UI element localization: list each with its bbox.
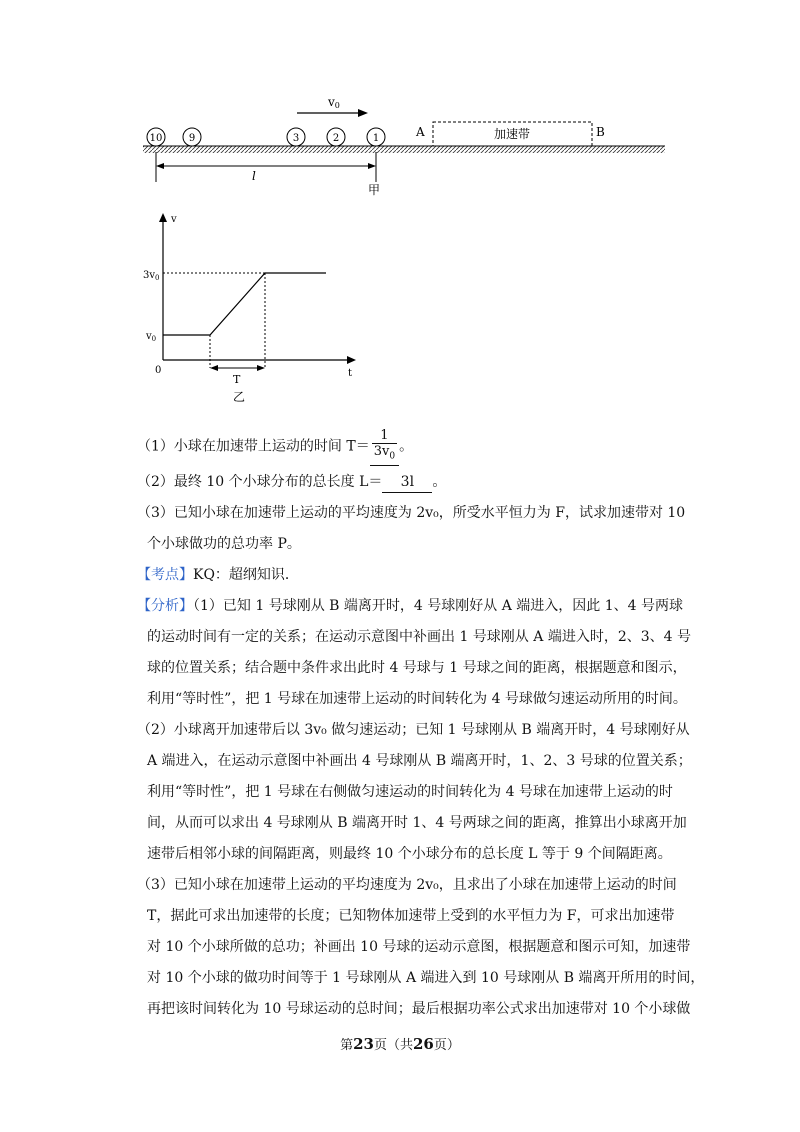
ball-2-label: 2 — [332, 133, 340, 144]
question-3-line-1: （3）已知小球在加速带上运动的平均速度为 2v₀，所受水平恒力为 F，试求加速带对 10 — [137, 505, 686, 521]
q1-numerator: 1 — [372, 428, 397, 444]
q2-prefix: （2）最终 10 个小球分布的总长度 L＝ — [137, 474, 383, 490]
q2-answer: 3l — [382, 472, 432, 493]
page-total: 26 — [413, 1035, 434, 1053]
figure-yi — [140, 205, 370, 405]
x-axis — [163, 356, 356, 364]
belt-label: 加速带 — [493, 127, 531, 141]
x-axis-label: t — [348, 368, 353, 379]
origin-label: 0 — [155, 365, 162, 376]
ball-10-label: 10 — [149, 133, 163, 144]
page-footer: 第23页（共26页） — [340, 1035, 460, 1053]
figure-yi-caption: 乙 — [233, 390, 246, 404]
fenxi-line-14: 再把该时间转化为 10 号球运动的总时间；最后根据功率公式求出加速带对 10 个小球做 — [147, 1001, 691, 1017]
fenxi-line-4: 利用“等时性”，把 1 号球在加速带上运动的时间转化为 4 号球做匀速运动所用的时间。 — [147, 691, 687, 707]
fenxi-line-8: 间，从而可以求出 4 号球刚从 B 端离开时 1、4 号两球之间的距离，推算出小球离开加 — [147, 815, 687, 831]
velocity-label: v0 — [328, 95, 340, 110]
length-arrow — [156, 163, 376, 169]
interval-arrow — [210, 365, 265, 371]
y-axis-label: v — [171, 214, 177, 225]
ball-3 — [287, 128, 305, 146]
fenxi-line-5: （2）小球离开加速带后以 3v₀ 做匀速运动；已知 1 号球刚从 B 端离开时，4 号球刚好从 — [137, 722, 690, 738]
fenxi-tag: 【分析】 — [137, 598, 193, 614]
ball-9-label: 9 — [188, 133, 196, 144]
fenxi-line-11: T，据此可求出加速带的长度；已知物体加速带上受到的水平恒力为 F，可求出加速带 — [147, 908, 675, 924]
question-1 — [137, 428, 697, 466]
y-tick-3v0: $3v_0$ — [143, 270, 160, 282]
fenxi-line-6: A 端进入，在运动示意图中补画出 4 号球刚从 B 端离开时，1、2、3 号球的位置关系； — [147, 753, 692, 769]
point-a-label: A — [416, 125, 425, 139]
figure-jia-caption: 甲 — [368, 183, 381, 197]
ball-1 — [367, 128, 385, 146]
ball-10 — [147, 128, 165, 146]
q1-denominator: $3v_0$ — [373, 444, 396, 462]
kaodian-tag: 【考点】 — [137, 567, 193, 583]
figure-jia — [140, 90, 680, 200]
length-label: l — [252, 169, 256, 183]
question-3-line-2: 个小球做功的总功率 P。 — [147, 536, 301, 552]
point-b-label: B — [596, 125, 605, 139]
fenxi-line-7: 利用“等时性”，把 1 号球在右侧做匀速运动的时间转化为 4 号球在加速带上运动的时 — [147, 784, 673, 800]
ball-9 — [183, 128, 201, 146]
q1-fraction — [372, 428, 397, 465]
fenxi-line-12: 对 10 个小球所做的总功；补画出 10 号球的运动示意图，根据题意和图示可知，加速带 — [147, 939, 691, 955]
q2-suffix: 。 — [432, 474, 447, 490]
q1-prefix: （1）小球在加速带上运动的时间 T＝ — [137, 438, 370, 455]
q1-suffix: 。 — [399, 438, 414, 455]
ground-hatch — [143, 146, 665, 153]
ball-1-label: 1 — [372, 133, 380, 144]
velocity-arrow — [297, 109, 368, 117]
fenxi-line-2: 的运动时间有一定的关系；在运动示意图中补画出 1 号球刚从 A 端进入时，2、3、4 号 — [147, 629, 691, 645]
page-number: 23 — [353, 1035, 374, 1053]
kaodian-section — [137, 565, 697, 585]
ball-3-label: 3 — [292, 133, 300, 144]
y-tick-v0: $v_0$ — [146, 331, 157, 343]
y-axis — [159, 213, 167, 360]
fenxi-line-9: 速带后相邻小球的间隔距离，则最终 10 个小球分布的总长度 L 等于 9 个间隔距离。 — [147, 846, 672, 862]
fenxi-line-10: （3）已知小球在加速带上运动的平均速度为 2v₀，且求出了小球在加速带上运动的时间 — [137, 877, 677, 893]
kaodian-text: KQ：超纲知识． — [193, 567, 299, 583]
ball-2 — [327, 128, 345, 146]
question-2 — [137, 472, 697, 493]
velocity-curve — [163, 273, 326, 335]
fenxi-line-3: 球的位置关系；结合题中条件求出此时 4 号球与 1 号球之间的距离，根据题意和图示， — [147, 660, 687, 676]
fenxi-line-13: 对 10 个小球的做功时间等于 1 号球刚从 A 端进入到 10 号球刚从 B 端离开所用的时间， — [147, 970, 705, 986]
interval-label: T — [233, 373, 241, 386]
fenxi-line-1: 【分析】（1）已知 1 号球刚从 B 端离开时，4 号球刚好从 A 端进入，因此 1、4 号两球 — [137, 598, 683, 614]
